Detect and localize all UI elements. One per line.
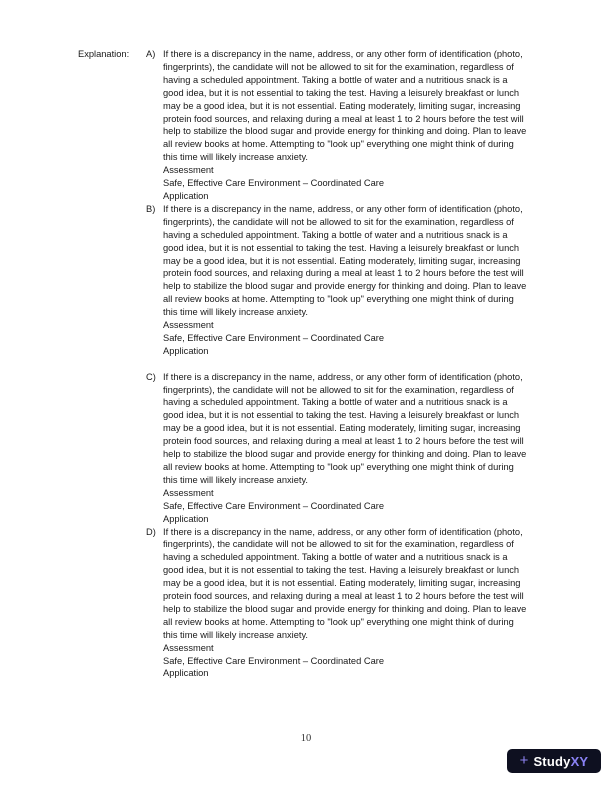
option-category-client-need-d: Safe, Effective Care Environment – Coordinated Care xyxy=(163,655,385,666)
option-marker-c: C) xyxy=(146,371,156,382)
option-category-cognitive-level-b: Application xyxy=(163,345,209,356)
option-category-assessment-b: Assessment xyxy=(163,320,214,331)
option-category-assessment-c: Assessment xyxy=(163,487,214,498)
explanation-options-list xyxy=(146,48,530,680)
option-paragraph-d: If there is a discrepancy in the name, address, or any other form of identification (photo, fingerprints), the candidate will not be allowed to sit for the examination, regardless of having a scheduled appointment. Taking a bottle of water and a nutritious snack is a good idea, but it is not essential to taking the test. Having a leisurely breakfast or lunch may be a good idea, but it is not essential. Eating moderately, limiting sugar, increasing protein food sources, and relaxing during a meal at least 1 to 2 hours before the test will help to stabilize the blood sugar and provide energy for thinking and doing. Plan to leave all review books at home. Attempting to "look up" everything one might think of during this time will likely increase anxiety. xyxy=(163,526,527,640)
page-number: 10 xyxy=(300,733,312,744)
option-paragraph-a: If there is a discrepancy in the name, address, or any other form of identification (photo, fingerprints), the candidate will not be allowed to sit for the examination, regardless of having a scheduled appointment. Taking a bottle of water and a nutritious snack is a good idea, but it is not essential to taking the test. Having a leisurely breakfast or lunch may be a good idea, but it is not essential. Eating moderately, limiting sugar, increasing protein food sources, and relaxing during a meal at least 1 to 2 hours before the test will help to stabilize the blood sugar and provide energy for thinking and doing. Plan to leave all review books at home. Attempting to "look up" everything one might think of during this time will likely increase anxiety. xyxy=(163,49,527,163)
option-paragraph-b: If there is a discrepancy in the name, address, or any other form of identification (photo, fingerprints), the candidate will not be allowed to sit for the examination, regardless of having a scheduled appointment. Taking a bottle of water and a nutritious snack is a good idea, but it is not essential to taking the test. Having a leisurely breakfast or lunch may be a good idea, but it is not essential. Eating moderately, limiting sugar, increasing protein food sources, and relaxing during a meal at least 1 to 2 hours before the test will help to stabilize the blood sugar and provide energy for thinking and doing. Plan to leave all review books at home. Attempting to "look up" everything one might think of during this time will likely increase anxiety. xyxy=(163,203,527,318)
option-paragraph-c: If there is a discrepancy in the name, address, or any other form of identification (photo, fingerprints), the candidate will not be allowed to sit for the examination, regardless of having a scheduled appointment. Taking a bottle of water and a nutritious snack is a good idea, but it is not essential to taking the test. Having a leisurely breakfast or lunch may be a good idea, but it is not essential. Eating moderately, limiting sugar, increasing protein food sources, and relaxing during a meal at least 1 to 2 hours before the test will help to stabilize the blood sugar and provide energy for thinking and doing. Plan to leave all review books at home. Attempting to "look up" everything one might think of during this time will likely increase anxiety. xyxy=(163,371,527,485)
logo-study-text: Study xyxy=(533,753,571,769)
option-category-cognitive-level-a: Application xyxy=(163,190,209,201)
studyxy-logo xyxy=(507,749,601,773)
option-category-cognitive-level-d: Application xyxy=(163,668,209,679)
explanation-label: Explanation: xyxy=(78,49,130,59)
option-marker-b: B) xyxy=(146,203,156,214)
option-marker-d: D) xyxy=(146,526,156,537)
option-category-client-need-c: Safe, Effective Care Environment – Coordinated Care xyxy=(163,500,385,511)
plus-icon: + xyxy=(519,751,529,769)
option-category-client-need-a: Safe, Effective Care Environment – Coordinated Care xyxy=(163,178,385,189)
explanation-option-d xyxy=(146,526,530,681)
explanation-option-c xyxy=(146,371,530,526)
option-category-cognitive-level-c: Application xyxy=(163,513,209,524)
option-category-assessment-a: Assessment xyxy=(163,165,214,176)
explanation-option-b xyxy=(146,203,530,358)
explanation-option-a xyxy=(146,48,530,203)
option-category-assessment-d: Assessment xyxy=(163,642,214,653)
option-category-client-need-b: Safe, Effective Care Environment – Coordinated Care xyxy=(163,332,385,343)
option-marker-a: A) xyxy=(146,49,156,59)
logo-xy-text: XY xyxy=(570,753,589,769)
